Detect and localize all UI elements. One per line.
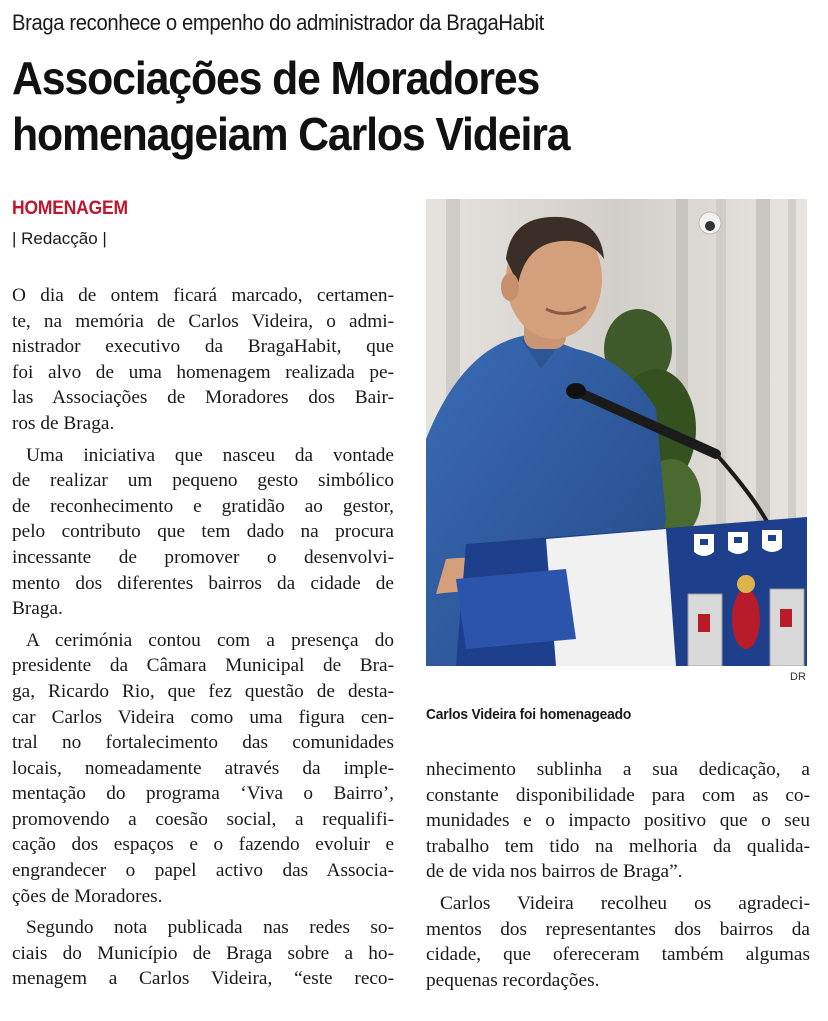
text-line: ros de Braga.	[12, 412, 115, 434]
text-line: cação dos espaços e o fazendo evoluir e	[12, 834, 394, 856]
paragraph	[426, 757, 810, 885]
text-line: mentação do programa ‘Viva o Bairro’,	[12, 783, 394, 805]
headline-line: homenageiam Carlos Videira	[12, 108, 570, 160]
paragraph	[12, 915, 394, 992]
text-line: ciais do Município de Braga sobre a ho-	[12, 942, 394, 964]
text-line: cidade, que ofereceram também algumas	[426, 944, 810, 966]
text-line: te, na memória de Carlos Videira, o admi-	[12, 310, 394, 332]
text-line: engrandecer o papel activo das Associa-	[12, 860, 394, 882]
text-line: ga, Ricardo Rio, que fez questão de desta-	[12, 680, 394, 702]
article-photo	[426, 199, 807, 666]
text-line: mento dos diferentes bairros da cidade de	[12, 572, 394, 594]
text-line: menagem a Carlos Videira, “este reco-	[12, 968, 394, 990]
text-line: de de vida nos bairros de Braga”.	[426, 861, 683, 883]
text-line: de realizar um pequeno gesto simbólico	[12, 470, 394, 492]
photo-credit: DR	[790, 671, 806, 683]
text-line: munidades e o impacto positivo que o seu	[426, 810, 810, 832]
text-line: las Associações de Moradores dos Bair-	[12, 387, 394, 409]
text-line: incessante de promover o desenvolvi-	[12, 546, 394, 568]
text-line: Segundo nota publicada nas redes so-	[26, 917, 394, 939]
text-line: mentos dos representantes dos bairros da	[426, 918, 810, 940]
text-line: foi alvo de uma homenagem realizada pe-	[12, 361, 394, 383]
text-line: pequenas recordações.	[426, 969, 600, 991]
article-column-2	[426, 757, 810, 999]
paragraph	[12, 283, 394, 437]
text-line: locais, nomeadamente através da imple-	[12, 757, 394, 779]
article-column-1	[12, 283, 394, 998]
photo-caption: Carlos Videira foi homenageado	[426, 706, 632, 723]
text-line: de reconhecimento e gratidão ao gestor,	[12, 495, 394, 517]
paragraph	[426, 891, 810, 993]
text-line: constante disponibilidade para com as co-	[426, 784, 810, 806]
text-line: A cerimónia contou com a presença do	[26, 629, 394, 651]
ceiling-camera	[699, 212, 721, 234]
text-line: trabalho tem tido na melhoria da qualida-	[426, 835, 810, 857]
text-line: nistrador executivo da BragaHabit, que	[12, 336, 394, 358]
article-kicker: Braga reconhece o empenho do administrador da BragaHabit	[12, 10, 544, 35]
text-line: car Carlos Videira como uma figura cen-	[12, 706, 394, 728]
text-line: pelo contributo que tem dado na procura	[12, 521, 394, 543]
text-line: Uma iniciativa que nasceu da vontade	[26, 444, 394, 466]
section-label: HOMENAGEM	[12, 198, 128, 219]
text-line: Carlos Videira recolheu os agradeci-	[440, 892, 810, 914]
article-headline	[12, 50, 756, 162]
text-line: presidente da Câmara Municipal de Bra-	[12, 655, 394, 677]
speaker-photo-illustration	[426, 199, 807, 666]
text-line: promovendo a coesão social, a requalifi-	[12, 808, 394, 830]
text-line: nhecimento sublinha a sua dedicação, a	[426, 759, 810, 780]
text-line: O dia de ontem ficará marcado, certamen-	[12, 285, 394, 306]
paragraph	[12, 628, 394, 910]
byline: | Redacção |	[12, 229, 107, 248]
text-line: ções de Moradores.	[12, 885, 163, 907]
headline-line: Associações de Moradores	[12, 52, 540, 104]
text-line: tral no fortalecimento das comunidades	[12, 732, 394, 754]
text-line: Braga.	[12, 598, 63, 620]
paragraph	[12, 443, 394, 622]
